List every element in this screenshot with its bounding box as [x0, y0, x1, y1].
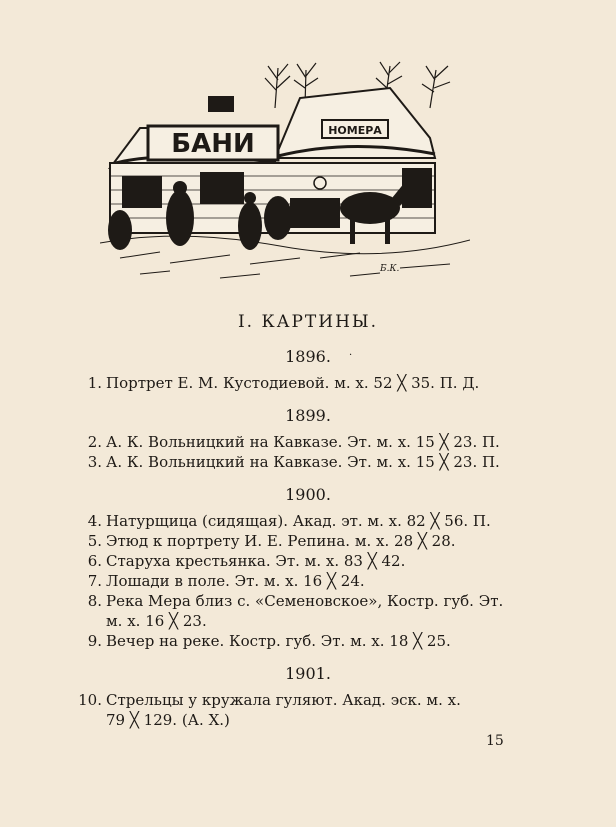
- entry-text: Лошади в поле. Эт. м. х. 16 ╳ 24.: [106, 572, 365, 590]
- entry-number: 4.: [87, 512, 102, 530]
- entry-number: 3.: [87, 453, 102, 471]
- list-item: [78, 373, 524, 393]
- list-item: [78, 432, 524, 452]
- entry-number: 7.: [87, 572, 102, 590]
- entry-text: А. К. Вольницкий на Кавказе. Эт. м. х. 15 ╳ 23. П.: [106, 453, 500, 471]
- entry-text: Река Мера близ с. «Семеновское», Костр. губ. Эт.: [106, 592, 504, 610]
- entry-number: 6.: [87, 552, 102, 570]
- entry-number: 5.: [87, 532, 102, 550]
- year-heading: 1896.: [285, 347, 331, 366]
- stray-mark: ·: [349, 350, 353, 361]
- year-heading: 1900.: [285, 485, 331, 504]
- bathhouse-illustration: [100, 58, 470, 290]
- entry-number: 1.: [87, 374, 102, 392]
- entry-number: 2.: [87, 433, 102, 451]
- section-title: I. КАРТИНЫ.: [237, 312, 379, 332]
- entry-number: 8.: [87, 592, 102, 610]
- sign-rooms: НОМЕРА: [328, 124, 382, 137]
- entry-text: Стрельцы у кружала гуляют. Акад. эск. м. х.: [106, 691, 461, 709]
- sign-bath: БАНИ: [171, 129, 255, 159]
- year-heading: 1899.: [285, 406, 331, 425]
- entry-text: Портрет Е. М. Кустодиевой. м. х. 52 ╳ 35. П. Д.: [106, 374, 480, 392]
- list-item: [78, 690, 524, 730]
- list-item: [78, 551, 524, 571]
- list-item: [78, 531, 524, 551]
- entry-text-continued: м. х. 16 ╳ 23.: [106, 612, 207, 630]
- entry-text: Старуха крестьянка. Эт. м. х. 83 ╳ 42.: [106, 552, 406, 570]
- list-item: [78, 571, 524, 591]
- entry-text: Этюд к портрету И. Е. Репина. м. х. 28 ╳ 28.: [106, 532, 456, 550]
- artist-signature: Б.К.: [380, 264, 400, 274]
- year-heading: 1901.: [285, 664, 331, 683]
- entry-text: Натурщица (сидящая). Акад. эт. м. х. 82 ╳ 56. П.: [106, 512, 491, 530]
- list-item: [78, 631, 524, 651]
- entry-text-continued: 79 ╳ 129. (А. Х.): [106, 711, 230, 729]
- list-item: [78, 452, 524, 472]
- list-item: [78, 591, 524, 631]
- entry-number: 9.: [87, 632, 102, 650]
- list-item: [78, 511, 524, 531]
- entry-number: 10.: [78, 691, 102, 709]
- entry-text: Вечер на реке. Костр. губ. Эт. м. х. 18 ╳ 25.: [106, 632, 451, 650]
- page-number: 15: [486, 733, 504, 749]
- entry-text: А. К. Вольницкий на Кавказе. Эт. м. х. 15 ╳ 23. П.: [106, 433, 500, 451]
